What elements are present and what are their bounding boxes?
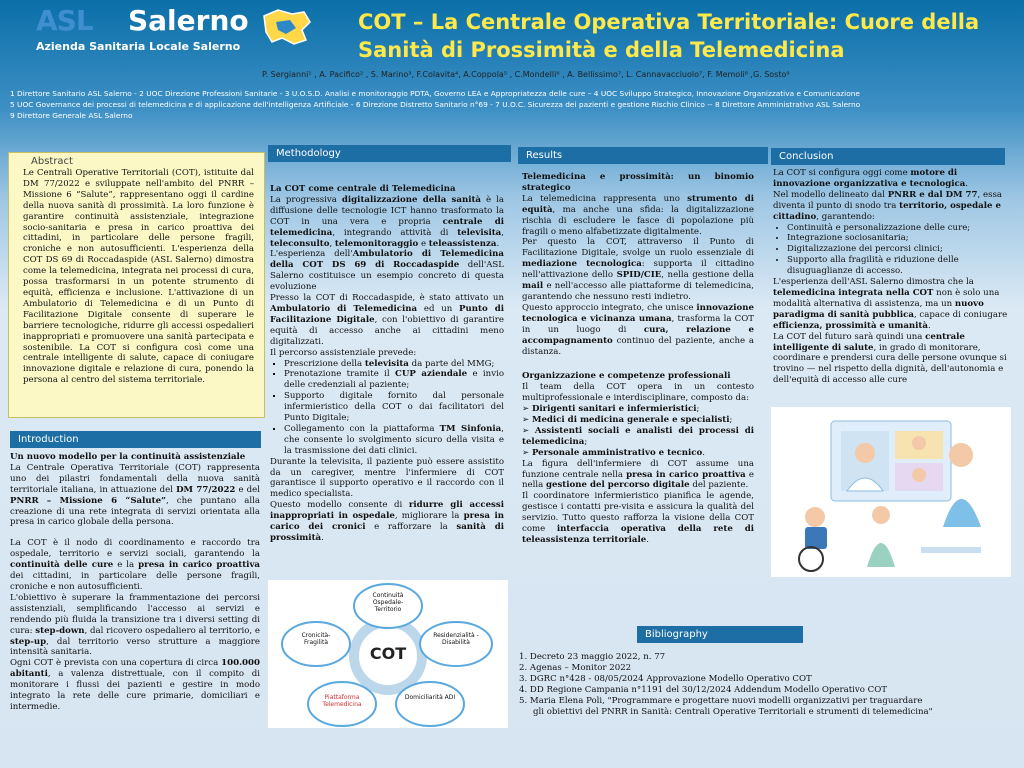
- asl-salerno-logo: [36, 6, 286, 68]
- methodology-heading: Methodology: [268, 145, 511, 162]
- team-list: [522, 404, 754, 459]
- introduction-subtitle: Un nuovo modello per la continuità assistenziale: [10, 452, 246, 462]
- method-paragraph: Durante la televisita, il paziente può essere assistito da un caregiver, mentre l'infermiere di COT garantisce il supporto operativo e il raccordo con il medico specialista.: [270, 456, 504, 500]
- conclusion-paragraph: [773, 277, 1009, 332]
- text-run: : supporta il cittadino nell'attivazione dello: [522, 259, 754, 281]
- diagram-center-label: COT: [369, 644, 407, 663]
- bibliography-item: 4. DD Regione Campania n°1191 del 30/12/2024 Addendum Modello Operativo COT: [519, 685, 888, 695]
- introduction-heading: Introduction: [10, 431, 261, 448]
- text-run: , che consente lo svolgimento sicuro della visita e la trasmissione dei dati clinici.: [284, 423, 504, 456]
- text-run: PNRR e dal DM 77: [887, 189, 978, 200]
- bibliography-list: [519, 652, 1014, 718]
- text-run: L'esperienza dell'ASL Salerno dimostra che la: [773, 277, 974, 288]
- results-paragraph: [522, 237, 754, 302]
- text-run: non è solo una modalità alternativa di assistenza, ma un: [773, 287, 1000, 309]
- conclusion-paragraph: [773, 190, 1009, 223]
- text-run: , che puntano alla creazione di una rete integrata di servizi orientata alla presa in carico globale della persona.: [10, 495, 260, 528]
- results-paragraph: Il team della COT opera in un contesto multiprofessionale e interdisciplinare, composto da:: [522, 382, 754, 404]
- text-run: televisita: [364, 358, 409, 369]
- list-item: [284, 424, 504, 457]
- logo-salerno-text: Salerno: [128, 4, 249, 37]
- wheelchair-user-head: [805, 507, 825, 527]
- text-run: , a valenza distrettuale, con il compito di monitorare i flussi dei pazienti e gestire in modo integrato la rete delle cure primarie, domiciliari e intermedie.: [10, 669, 260, 712]
- method-paragraph: [270, 195, 504, 250]
- methodology-subtitle: La COT come centrale di Telemedicina: [270, 184, 456, 194]
- results-subtitle-2: Organizzazione e competenze professionali: [522, 371, 731, 382]
- text-run: La figura dell'infermiere di COT assume una funzione centrale nella: [522, 458, 754, 480]
- text-run: territorio, ospedale e cittadino: [773, 200, 1001, 222]
- doctor-head: [855, 443, 875, 463]
- text-run: .: [496, 238, 500, 249]
- text-run: mediazione tecnologica: [522, 259, 642, 270]
- text-run: Dirigenti sanitari e infermieristici: [531, 404, 697, 415]
- text-run: , migliorare la: [394, 511, 464, 522]
- text-run: innovazione tecnologica e vicinanza umana: [522, 302, 754, 324]
- text-run: L'esperienza dell': [270, 249, 353, 260]
- text-run: Prenotazione tramite il: [284, 369, 395, 380]
- conclusion-heading: Conclusion: [771, 148, 1005, 165]
- cot-diagram: [268, 580, 508, 728]
- bibliography-item: 2. Agenas – Monitor 2022: [519, 663, 632, 673]
- arrow-bullet-icon: ➢: [522, 404, 532, 415]
- bibliography-item: gli obiettivi del PNRR in Sanità: Centrali Operative Territoriali e strumenti di telemedicina": [533, 707, 933, 717]
- list-item: • Integrazione sociosanitaria;: [787, 233, 1009, 244]
- text-run: ,: [329, 238, 335, 249]
- wheelchair-wheel-icon: [799, 547, 823, 571]
- diagram-label-residenzialita: Residenzialità -Disabilità: [433, 632, 479, 646]
- text-run: telemedicina integrata nella COT: [773, 287, 934, 298]
- text-run: è la diffusione delle tecnologie ICT hanno trasformato la COT in una vera e propria: [270, 194, 504, 227]
- text-run: 100.000 abitanti: [10, 658, 260, 680]
- bibliography-item: 5. Maria Elena Poli, "Programmare e progettare nuovi modelli organizzativi per traguardare: [519, 696, 923, 706]
- text-run: e nella: [522, 469, 754, 491]
- text-run: Medici di medicina generale e specialisti: [531, 415, 730, 426]
- conclusion-paragraph: [773, 332, 1009, 387]
- text-run: La telemedicina rappresenta uno: [522, 193, 688, 204]
- text-run: .: [646, 535, 649, 545]
- text-run: strumento di equità: [522, 193, 755, 215]
- text-run: , in grado di monitorare, coordinare e prendersi cura delle persone ovunque si trovino — nel rispetto della dignità, dell'autonomia e dell'equità di accesso alle cure: [773, 342, 1007, 386]
- results-subtitle: Telemedicina e prossimità: un binomio strategico: [522, 172, 754, 193]
- text-run: telemonitoraggio: [334, 238, 419, 249]
- text-run: Ambulatorio di Telemedicina della COT DS 69 di Roccadaspide: [270, 249, 504, 271]
- text-run: La COT si configura oggi come: [773, 168, 911, 178]
- assistant-head: [872, 506, 890, 524]
- text-run: , ma anche una sfida: la digitalizzazione rischia di escludere le fasce di popolazione più fragili o meno alfabetizzate digitalmente.: [522, 204, 754, 237]
- text-run: sanità di prossimità: [270, 522, 504, 543]
- text-run: centrale di telemedicina: [270, 216, 505, 238]
- text-run: cura, relazione e accompagnamento: [522, 324, 754, 346]
- affiliation-line: 5 UOC Governance dei processi di telemedicina e di applicazione dell'intelligenza Artificiale - 6 Direzione Distretto Sanitario n°69 - 7 U.O.C. Sicurezza dei pazienti e gestione Rischio Clinico -- 8 Direttore Amministrativo ASL Salerno: [10, 100, 861, 109]
- text-run: e del: [235, 484, 260, 495]
- text-run: .: [927, 320, 931, 331]
- text-run: .: [965, 178, 969, 189]
- bibliography-item: 3. DGRC n°428 - 08/05/2024 Approvazione Modello Operativo COT: [519, 674, 812, 684]
- arrow-bullet-icon: ➢: [522, 425, 535, 436]
- text-run: dei cittadini, in particolare delle persone fragili, croniche e non autosufficienti.: [10, 571, 260, 592]
- intro-paragraph: [10, 463, 260, 528]
- text-run: continuo del paziente, anche a distanza.: [522, 335, 754, 357]
- list-item: [284, 369, 504, 391]
- text-run: La Centrale Operativa Territoriale (COT) rappresenta uno dei pilastri fondamentali della nuova sanità territoriale italiana, in attuazione del: [10, 462, 260, 495]
- introduction-text: [10, 452, 260, 713]
- text-run: Nel modello delineato dal: [773, 189, 888, 200]
- abstract-box: [8, 152, 265, 418]
- text-run: da parte del MMG;: [408, 358, 495, 369]
- diagram-label-telemedicina: Piattaforma Telemedicina: [322, 694, 362, 708]
- text-run: nuovo paradigma di sanità pubblica: [773, 298, 984, 320]
- diagram-label-cronicita: Cronicità-Fragilità: [301, 632, 331, 646]
- results-heading: Results: [518, 147, 768, 164]
- results-paragraph: [522, 303, 754, 358]
- list-item: ➢ Personale amministrativo e tecnico.: [522, 447, 706, 458]
- text-run: , integrando attività di: [332, 227, 458, 238]
- affiliation-line: 1 Direttore Sanitario ASL Salerno - 2 UOC Direzione Professioni Sanitarie - 3 U.O.S.D. Analisi e monitoraggio PDTA, Governo LEA e Appropriatezza delle cure – 4 UOC Sviluppo Strategico, Innovazione Organizzativa e Comunicazione: [10, 89, 860, 98]
- results-paragraph: [522, 194, 754, 238]
- text-run: , nella gestione della: [661, 270, 754, 281]
- method-paragraph: [270, 249, 504, 293]
- list-item: • Digitalizzazione dei percorsi clinici;: [787, 244, 1009, 255]
- poster-title: COT – La Centrale Operativa Territoriale: Cuore della Sanità di Prossimità e della Telemedicina: [358, 10, 980, 62]
- authors-line: P. Sergianni¹ , A. Pacifico² , S. Marino³, F.Colavita⁴, A.Coppola⁵ , C.Mondelli⁶ , A. Bellissimo⁷, L. Cannavacciuolo⁷, F. Memoli⁸ ,G. Sosto⁹: [262, 70, 790, 79]
- wheelchair-user-body: [805, 527, 827, 549]
- text-run: presa in carico proattiva: [138, 560, 261, 571]
- text-run: dell'ASL Salerno costituisce un esempio concreto di questa evoluzione: [270, 260, 504, 293]
- text-run: DM 77/2022: [176, 484, 236, 495]
- text-run: e: [418, 238, 429, 249]
- text-run: del paziente.: [689, 480, 749, 491]
- text-run: Presso la COT di Roccadaspide, è stato attivato un: [270, 293, 504, 304]
- intro-paragraph: [10, 658, 260, 713]
- text-run: e la: [113, 560, 139, 571]
- text-run: Prescrizione della: [284, 358, 365, 369]
- text-run: La COT è il nodo di coordinamento e raccordo tra ospedale, territorio e servizi sociali, garantendo la: [10, 538, 260, 560]
- affiliation-line: 9 Direttore Generale ASL Salerno: [10, 111, 133, 120]
- conclusion-paragraph: [773, 168, 1009, 190]
- text-run: Questo modello consente di: [270, 500, 409, 511]
- method-paragraph: [270, 500, 504, 544]
- methodology-text: [270, 184, 504, 544]
- abstract-text: Le Centrali Operative Territoriali (COT), istituite dal DM 77/2022 e sviluppate nell'ambito del PNRR – Missione 6 “Salute”, rappresentano oggi il cardine della nuova sanità di prossimità. La loro funzione è garantire continuità assistenziale, integrazione socio-sanitaria e presa in carico proattiva dei cittadini, in particolare delle persone fragili, croniche e non autosufficienti. L'esperienza della COT DS 69 di Roccadaspide (ASL Salerno) dimostra come la telemedicina, integrata nei processi di cura, possa trasformarsi in un potente strumento di equità, efficienza e inclusione. L'attivazione di un Ambulatorio di Telemedicina e di un Punto di Facilitazione Digitale consente di superare le barriere tecnologiche, ridurre gli accessi ospedalieri inappropriati e promuovere una sanità partecipata e sostenibile. La COT si configura così come una centrale intelligente di salute, capace di coniugare innovazione digitale e relazione di cura, ponendo la persona al centro del sistema territoriale.: [23, 168, 254, 386]
- text-run: ed un: [417, 303, 460, 314]
- text-run: efficienza, prossimità e umanità: [773, 320, 928, 331]
- text-run: , dal territorio verso strutture a maggiore intensità sanitaria.: [10, 636, 260, 658]
- conclusion-text: [773, 168, 1009, 386]
- logo-subtitle: Azienda Sanitaria Locale Salerno: [36, 40, 241, 53]
- text-run: Punto di Facilitazione Digitale: [270, 303, 504, 325]
- text-run: e rafforzare la: [365, 522, 457, 533]
- caregiver-head: [912, 468, 926, 482]
- conclusion-list: [773, 223, 1009, 278]
- diagram-label-continuita: Continuità Ospedale-Territorio: [372, 592, 404, 613]
- text-run: mail: [522, 281, 544, 292]
- text-run: La COT del futuro sarà quindi una: [773, 331, 926, 342]
- text-run: step-up: [10, 636, 47, 647]
- text-run: Ogni COT è prevista con una copertura di circa: [10, 658, 222, 669]
- diagram-node-domiciliarita: [396, 682, 464, 726]
- assistant-body: [867, 543, 895, 567]
- telemedicine-illustration-svg: [771, 407, 1011, 577]
- text-run: motore di innovazione organizzativa e tecnologica: [773, 168, 966, 189]
- text-run: step-down: [35, 625, 85, 636]
- text-run: presa in carico dei cronici: [270, 511, 505, 533]
- text-run: L'obiettivo è superare la frammentazione dei percorsi assistenziali, semplificando l'accesso ai servizi e rendendo più fluida la transizione tra i diversi setting di cura:: [10, 592, 260, 636]
- results-paragraph: [522, 459, 754, 492]
- text-run: Ambulatorio di Telemedicina: [270, 303, 418, 314]
- results-paragraph: [522, 491, 754, 546]
- text-run: Per questo la COT, attraverso il Punto di Facilitazione Digitale, svolge un ruolo essenziale di: [522, 237, 754, 259]
- text-run: , trasforma la COT in un luogo di: [522, 313, 754, 335]
- abstract-heading: Abstract: [31, 156, 73, 167]
- text-run: ,: [501, 227, 504, 238]
- text-run: Il coordinatore infermieristico pianifica le agende, gestisce i contatti pre-visita e assicura la qualità del servizio. Tutto questo rafforza la visione della COT come: [522, 491, 754, 535]
- text-run: gestione del percorso digitale: [545, 480, 690, 491]
- text-run: Collegamento con la piattaforma: [284, 423, 440, 434]
- logo-asl-text: ASL: [36, 4, 93, 37]
- text-run: Personale amministrativo e tecnico: [531, 447, 703, 458]
- bibliography-item: 1. Decreto 23 maggio 2022, n. 77: [519, 652, 666, 662]
- text-run: e nell'accesso alle piattaforme di telemedicina, garantendo che nessuno resti indietro.: [522, 281, 754, 302]
- patient-head: [912, 436, 926, 450]
- text-run: CUP aziendale: [395, 369, 468, 380]
- text-run: .: [321, 533, 324, 543]
- text-run: televisita: [457, 227, 502, 238]
- text-run: La progressiva: [270, 194, 342, 205]
- intro-paragraph: [10, 593, 260, 658]
- text-run: e invio delle credenziali al paziente;: [284, 369, 504, 391]
- arrow-bullet-icon: ➢: [522, 415, 532, 426]
- text-run: SPID/CIE: [616, 270, 662, 281]
- list-item: ▪ Supporto digitale fornito dal personale infermieristico della COT o dai facilitatori del Punto Digitale;: [284, 391, 504, 424]
- nurse-head: [949, 443, 973, 467]
- text-run: , capace di coniugare: [913, 309, 1008, 320]
- text-run: interfaccia operativa della rete di teleassistenza territoriale: [522, 524, 754, 545]
- list-item: ➢ Assistenti sociali e analisti dei processi di telemedicina;: [522, 425, 754, 447]
- arrow-bullet-icon: ➢: [522, 447, 532, 458]
- list-item: • Continuità e personalizzazione delle cure;: [787, 223, 1009, 234]
- text-run: , garantendo:: [816, 211, 875, 222]
- campania-map-icon: [258, 8, 314, 48]
- method-paragraph: [270, 293, 504, 348]
- text-run: centrale intelligente di salute: [773, 331, 965, 353]
- text-run: presa in carico proattiva: [626, 469, 746, 480]
- method-steps-list: [270, 359, 504, 457]
- text-run: Questo approccio integrato, che unisce: [522, 302, 697, 313]
- nurse-body: [943, 499, 981, 527]
- text-run: , con l'obiettivo di garantire equità di accesso anche ai cittadini meno digitalizzati.: [270, 314, 505, 347]
- text-run: continuità delle cure: [10, 560, 114, 571]
- list-item: • Supporto alla fragilità e riduzione delle disuguaglianze di accesso.: [787, 255, 1009, 277]
- text-run: , dal ricovero ospedaliero al territorio, e: [84, 625, 260, 636]
- text-run: teleconsulto: [270, 238, 330, 249]
- bibliography-heading: Bibliography: [637, 626, 803, 643]
- text-run: PNRR – Missione 6 “Salute”: [10, 495, 166, 506]
- text-run: digitalizzazione della sanità: [341, 194, 482, 205]
- list-item: [284, 359, 504, 370]
- list-item: ➢ Medici di medicina generale e specialisti;: [522, 415, 733, 426]
- text-run: ridurre gli accessi inappropriati in ospedale: [270, 500, 504, 522]
- diagram-label-domiciliarita: Domiciliarità ADI: [404, 694, 456, 701]
- floor-shadow: [921, 547, 981, 553]
- text-run: , essa diventa il punto di snodo tra: [773, 189, 1003, 211]
- text-run: Assistenti sociali e analisti dei processi di telemedicina: [522, 425, 754, 447]
- text-run: teleassistenza: [428, 238, 497, 249]
- method-paragraph: Il percorso assistenziale prevede:: [270, 347, 417, 358]
- text-run: TM Sinfonia: [439, 423, 502, 434]
- telemedicine-illustration: [771, 407, 1011, 577]
- results-text: [522, 172, 754, 546]
- intro-paragraph: [10, 538, 260, 593]
- list-item: ➢ Dirigenti sanitari e infermieristici;: [522, 404, 700, 415]
- affiliations: [10, 88, 1010, 121]
